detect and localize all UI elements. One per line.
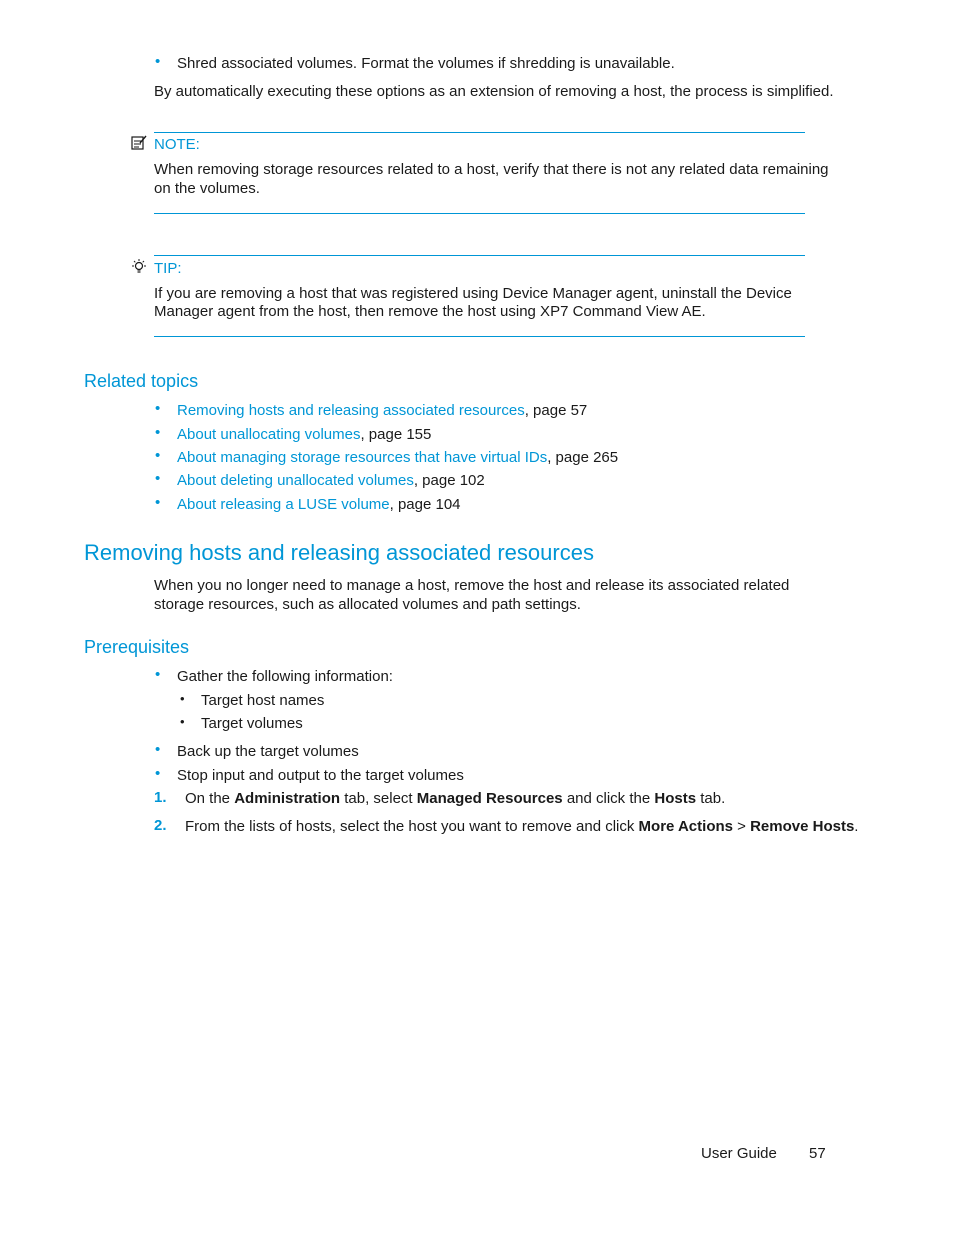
sub-bullet-dot: • [180,714,185,729]
prerequisites-heading: Prerequisites [84,637,190,657]
bullet-dot: • [155,494,161,511]
related-item [177,448,618,467]
prereq-sub-item: Target volumes [201,715,303,732]
page-reference: , page 104 [389,496,461,513]
bullet-dot: • [155,53,161,70]
step-1-text: On the Administration tab, select Managed Resources and click the Hosts tab. [185,790,726,807]
related-item [177,495,461,514]
prereq-gather: Gather the following information: [177,668,393,685]
tip-bottom-rule [154,336,805,337]
footer-label: User Guide [701,1145,777,1162]
bullet-dot: • [155,765,161,782]
related-item [177,425,431,444]
note-icon [131,135,147,150]
bullet-dot: • [155,447,161,464]
related-link[interactable]: About managing storage resources that have virtual IDs [177,449,548,466]
page-reference: , page 102 [413,472,485,489]
page-reference: , page 155 [360,426,432,443]
tip-text-line2: Manager agent from the host, then remove the host using XP7 Command View AE. [154,303,706,320]
related-item [177,401,587,420]
section-text-line1: When you no longer need to manage a host, remove the host and release its associated related [154,577,790,594]
bullet-dot: • [155,666,161,683]
ui-term: Administration [234,790,341,807]
intro-bullet-text: Shred associated volumes. Format the volumes if shredding is unavailable. [177,55,675,72]
page-number: 57 [809,1145,826,1162]
sub-bullet-dot: • [180,691,185,706]
prereq-backup: Back up the target volumes [177,743,359,760]
bullet-dot: • [155,424,161,441]
related-link[interactable]: About unallocating volumes [177,426,361,443]
section-title: Removing hosts and releasing associated resources [84,540,594,565]
step-number: 1. [154,789,167,806]
related-link[interactable]: Removing hosts and releasing associated resources [177,402,525,419]
step-number: 2. [154,817,167,834]
note-text-line1: When removing storage resources related to a host, verify that there is not any related data remaining [154,161,829,178]
related-item [177,471,485,490]
section-text-line2: storage resources, such as allocated volumes and path settings. [154,596,581,613]
note-top-rule [154,132,805,133]
ui-term: Managed Resources [416,790,563,807]
related-link[interactable]: About releasing a LUSE volume [177,496,390,513]
related-link[interactable]: About deleting unallocated volumes [177,472,414,489]
page-reference: , page 57 [524,402,588,419]
bullet-dot: • [155,400,161,417]
prereq-sub-item: Target host names [201,692,325,709]
lightbulb-icon [130,258,148,276]
note-text-line2: on the volumes. [154,180,260,197]
prereq-stop: Stop input and output to the target volumes [177,767,464,784]
ui-term: Remove Hosts [750,818,855,835]
step-2-text: From the lists of hosts, select the host you want to remove and click More Actions > Remove Hosts. [185,818,859,835]
ui-term: More Actions [638,818,733,835]
tip-label: TIP: [154,260,182,277]
tip-top-rule [154,255,805,256]
note-bottom-rule [154,213,805,214]
bullet-dot: • [155,741,161,758]
ui-term: Hosts [654,790,697,807]
bullet-dot: • [155,470,161,487]
intro-paragraph: By automatically executing these options as an extension of removing a host, the process is simplified. [154,83,834,100]
page-reference: , page 265 [547,449,619,466]
tip-text-line1: If you are removing a host that was registered using Device Manager agent, uninstall the Device [154,285,792,302]
note-label: NOTE: [154,136,200,153]
related-topics-heading: Related topics [84,371,199,391]
